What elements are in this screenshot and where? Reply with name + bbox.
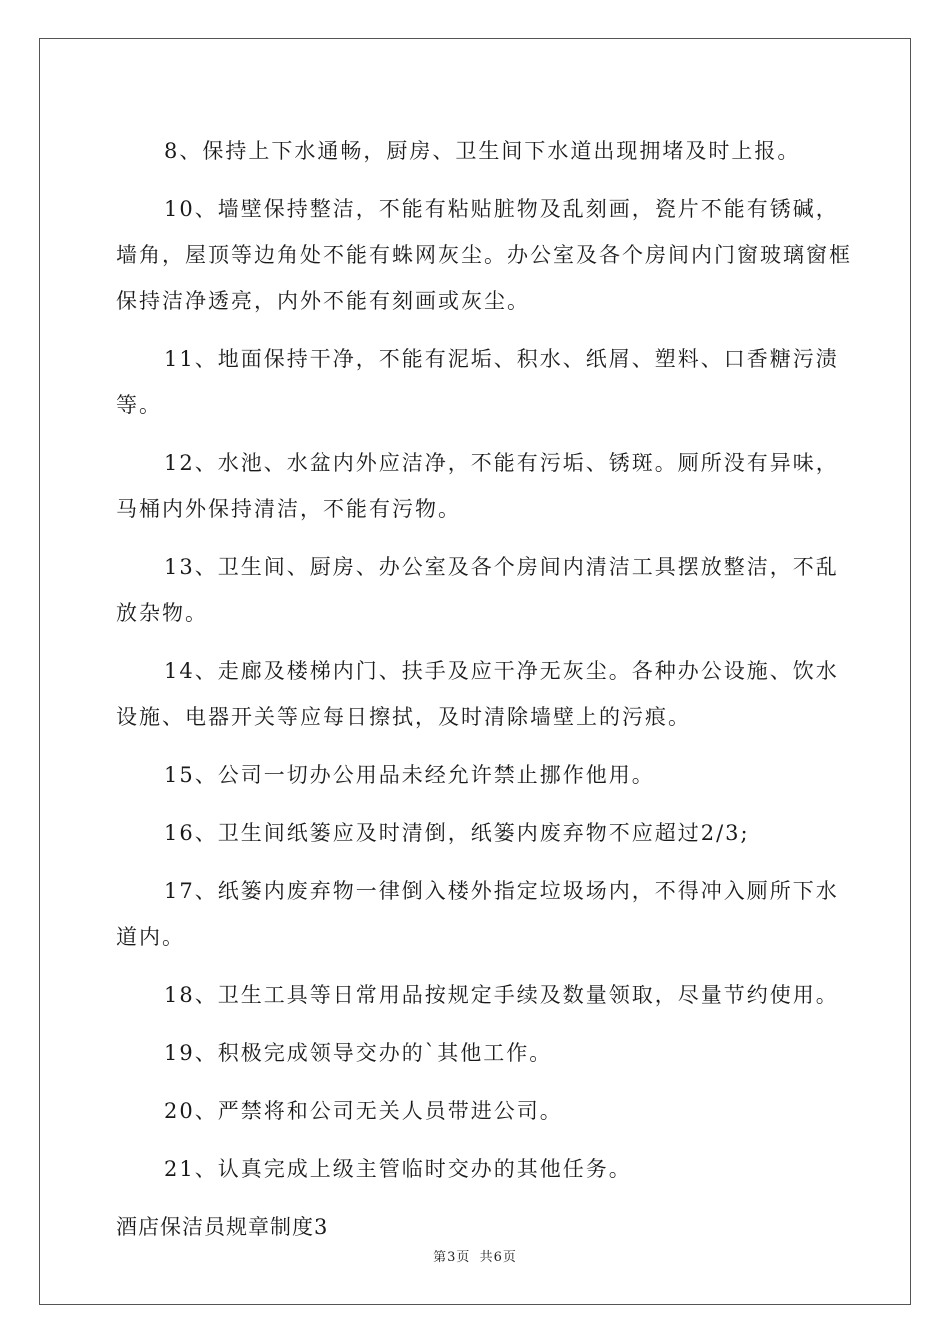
rule-item-18: 18、卫生工具等日常用品按规定手续及数量领取，尽量节约使用。 [164, 983, 839, 1007]
rule-item-19: 19、积极完成领导交办的`其他工作。 [164, 1041, 553, 1065]
rule-item-16: 16、卫生间纸篓应及时清倒，纸篓内废弃物不应超过2/3; [164, 821, 750, 845]
rule-item-12: 12、水池、水盆内外应洁净，不能有污垢、锈斑。厕所没有异味，马桶内外保持清洁，不能有污物。 [116, 451, 839, 521]
rule-item-14: 14、走廊及楼梯内门、扶手及应干净无灰尘。各种办公设施、饮水设施、电器开关等应每日擦拭，及时清除墙壁上的污痕。 [116, 659, 839, 729]
current-page-label: 第3页 [433, 1250, 471, 1265]
rule-item-11: 11、地面保持干净，不能有泥垢、积水、纸屑、塑料、口香糖污渍等。 [116, 347, 839, 417]
rule-item-13: 13、卫生间、厨房、办公室及各个房间内清洁工具摆放整洁，不乱放杂物。 [116, 555, 839, 625]
section-heading: 酒店保洁员规章制度3 [116, 1215, 329, 1239]
total-pages-label: 共6页 [479, 1250, 517, 1265]
document-body [116, 128, 856, 1250]
rule-item-8: 8、保持上下水通畅，厨房、卫生间下水道出现拥堵及时上报。 [164, 139, 801, 163]
rule-item-17: 17、纸篓内废弃物一律倒入楼外指定垃圾场内，不得冲入厕所下水道内。 [116, 879, 839, 949]
page-footer [0, 1246, 950, 1265]
rule-item-20: 20、严禁将和公司无关人员带进公司。 [164, 1099, 563, 1123]
rule-item-15: 15、公司一切办公用品未经允许禁止挪作他用。 [164, 763, 655, 787]
rule-item-10: 10、墙壁保持整洁，不能有粘贴脏物及乱刻画，瓷片不能有锈碱，墙角，屋顶等边角处不能有蛛网灰尘。办公室及各个房间内门窗玻璃窗框保持洁净透亮，内外不能有刻画或灰尘。 [116, 197, 852, 313]
rule-item-21: 21、认真完成上级主管临时交办的其他任务。 [164, 1157, 632, 1181]
